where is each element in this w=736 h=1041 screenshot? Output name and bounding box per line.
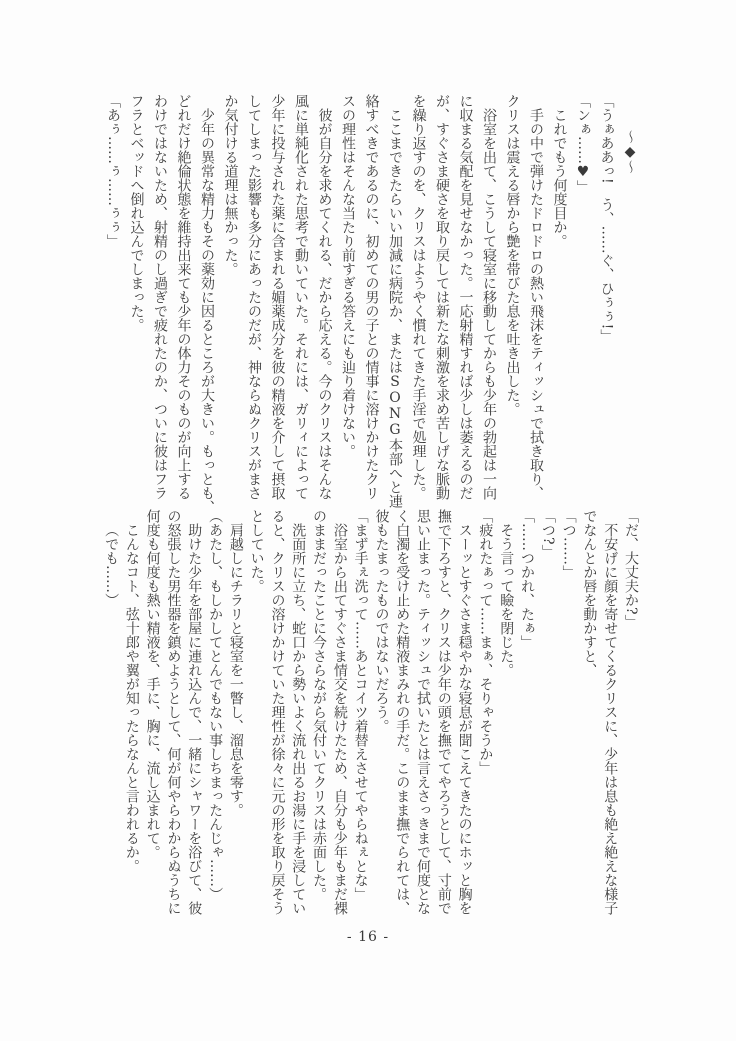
text-line: 「……つかれ、たぁ」 <box>519 509 536 649</box>
text-line: 洗面所に立ち、蛇口から勢いよく流れ出るお湯に手を浸してい <box>290 523 307 915</box>
text-line: 「つ……」 <box>560 509 577 579</box>
text-line: 何度も何度も熱い精液を、手に、胸に、流し込まれて。 <box>144 509 161 859</box>
text-line: スーッとすぐさま穏やかな寝息が聞こえてきたのにホッと胸を <box>456 523 473 915</box>
text-line: こんなコト、弦十郎や翼が知ったらなんと言われるか。 <box>123 523 140 873</box>
section-separator: 〜◆〜 <box>622 130 638 174</box>
text-line: フラとベッドへ倒れ込んでしまった。 <box>128 94 145 332</box>
text-line: 不安げに顔を寄せてくるクリスに、少年は息も絶え絶えな様子 <box>602 523 619 915</box>
text-line: してしまった影響も多分にあったのだが、神ならぬクリスがまさ <box>246 94 262 500</box>
text-line: 彼もたまったものではないだろう。 <box>373 509 390 733</box>
text-line: 風に単純化された思考で動いていた。それには、ガリィによって <box>293 94 309 500</box>
text-line: （でも……） <box>103 523 120 607</box>
text-line: 浴室から出てすぐさま情交を続けたため、自分も少年もまだ裸 <box>331 523 348 915</box>
text-line: 「まず手ぇ洗って……あとコイツ着替えさせてやらねぇとな」 <box>352 509 369 901</box>
text-line: 「だ、大丈夫か?」 <box>623 509 639 629</box>
text-line: ここまできたらいい加減に病院か、またはSONG本部へと連 <box>387 108 403 508</box>
text-line: スの理性はそんな当たり前すぎる答えにも辿り着けない。 <box>340 94 356 458</box>
page-number: - 16 - <box>346 929 390 945</box>
text-line: そう言って瞼を閉じた。 <box>498 523 515 677</box>
upright-latin: SONG <box>387 374 403 438</box>
text-line: 少年の異常な精力もその薬効に因るところが大きい。もっとも、 <box>199 108 215 514</box>
text-line: 手の中で弾けたドロドロの熱い飛沫をティッシュで拭き取り、 <box>528 108 544 500</box>
text-line: に収まる気配を見せなかった。一応射精すれば少しは萎えるのだ <box>457 94 474 500</box>
text-line: 思い止まった。ティッシュで拭いたとは言えさっきまで何度とな <box>415 509 432 915</box>
text-line: ると、クリスの溶けかけていた理性が徐々に元の形を取り戻そう <box>269 509 286 915</box>
text-line: 撫で下ろすと、クリスは少年の頭を撫でてやろうとして、寸前で <box>435 509 452 915</box>
text-block-bottom <box>100 509 641 935</box>
text-line: 浴室を出て、こうして寝室に移動してからも少年の勃起は一向 <box>481 108 497 500</box>
text-line: の怒張した男性器を鎮めようとして、何が何やらわからぬうちに <box>165 509 182 915</box>
text-line: としていた。 <box>248 509 265 593</box>
text-line: どれだけ絶倫状態を維持出来ても少年の体力そのものが向上する <box>175 94 192 500</box>
text-line: 少年に投与された薬に含まれる媚薬成分を彼の精液を介して摂取 <box>269 94 286 500</box>
text-line: 助けた少年を部屋に連れ込んで、一緒にシャワーを浴びて、彼 <box>186 523 203 915</box>
text-line: でなんとか唇を動かすと、 <box>581 509 598 677</box>
text-line: 「あぅ……ぅ……ぅぅ」 <box>105 94 121 248</box>
text-line: クリスは震える唇から艶を帯びた息を吐き出した。 <box>504 94 521 416</box>
text-line: 肩越しにチラリと寝室を一瞥し、溜息を零す。 <box>227 523 244 817</box>
text-line: く白濁を受け止めた精液まみれの手だ。このまま撫でられては、 <box>394 509 411 915</box>
text-block-top <box>101 94 642 516</box>
text-line: 絡すべきであるのに、初めての男の子との情事に溶けかけたクリ <box>363 94 380 500</box>
text-line: これでもう何度目か。 <box>551 108 568 248</box>
text-line: （あたし、もしかしてとんでもない事しちまったんじゃ……） <box>207 509 224 901</box>
text-line: 「ンぁ……♥」 <box>575 94 591 194</box>
text-line: か気付ける道理は無かった。 <box>222 94 239 276</box>
text-line: 「つ?」 <box>539 509 556 559</box>
text-line: が、すぐさま硬さを取り戻しては新たな刺激を求め苦しげな脈動 <box>434 94 450 500</box>
text-line: 「うぁああっ! う、……ぐ、ひぅぅ!」 <box>598 94 615 344</box>
text-line: のままだったことに今さらながら気付いてクリスは赤面した。 <box>311 509 328 901</box>
text-line: を繰り返すのを、クリスはようやく慣れてきた手淫で処理した。 <box>410 94 427 500</box>
text-line: 「疲れたぁって……まぁ、そりゃそうか」 <box>477 509 494 775</box>
text-line: わけではないため、射精のし過ぎで疲れたのか、ついに彼はフラ <box>152 94 168 500</box>
text-line: 彼が自分を求めてくれる、だから応える。今のクリスはそんな <box>316 108 333 500</box>
